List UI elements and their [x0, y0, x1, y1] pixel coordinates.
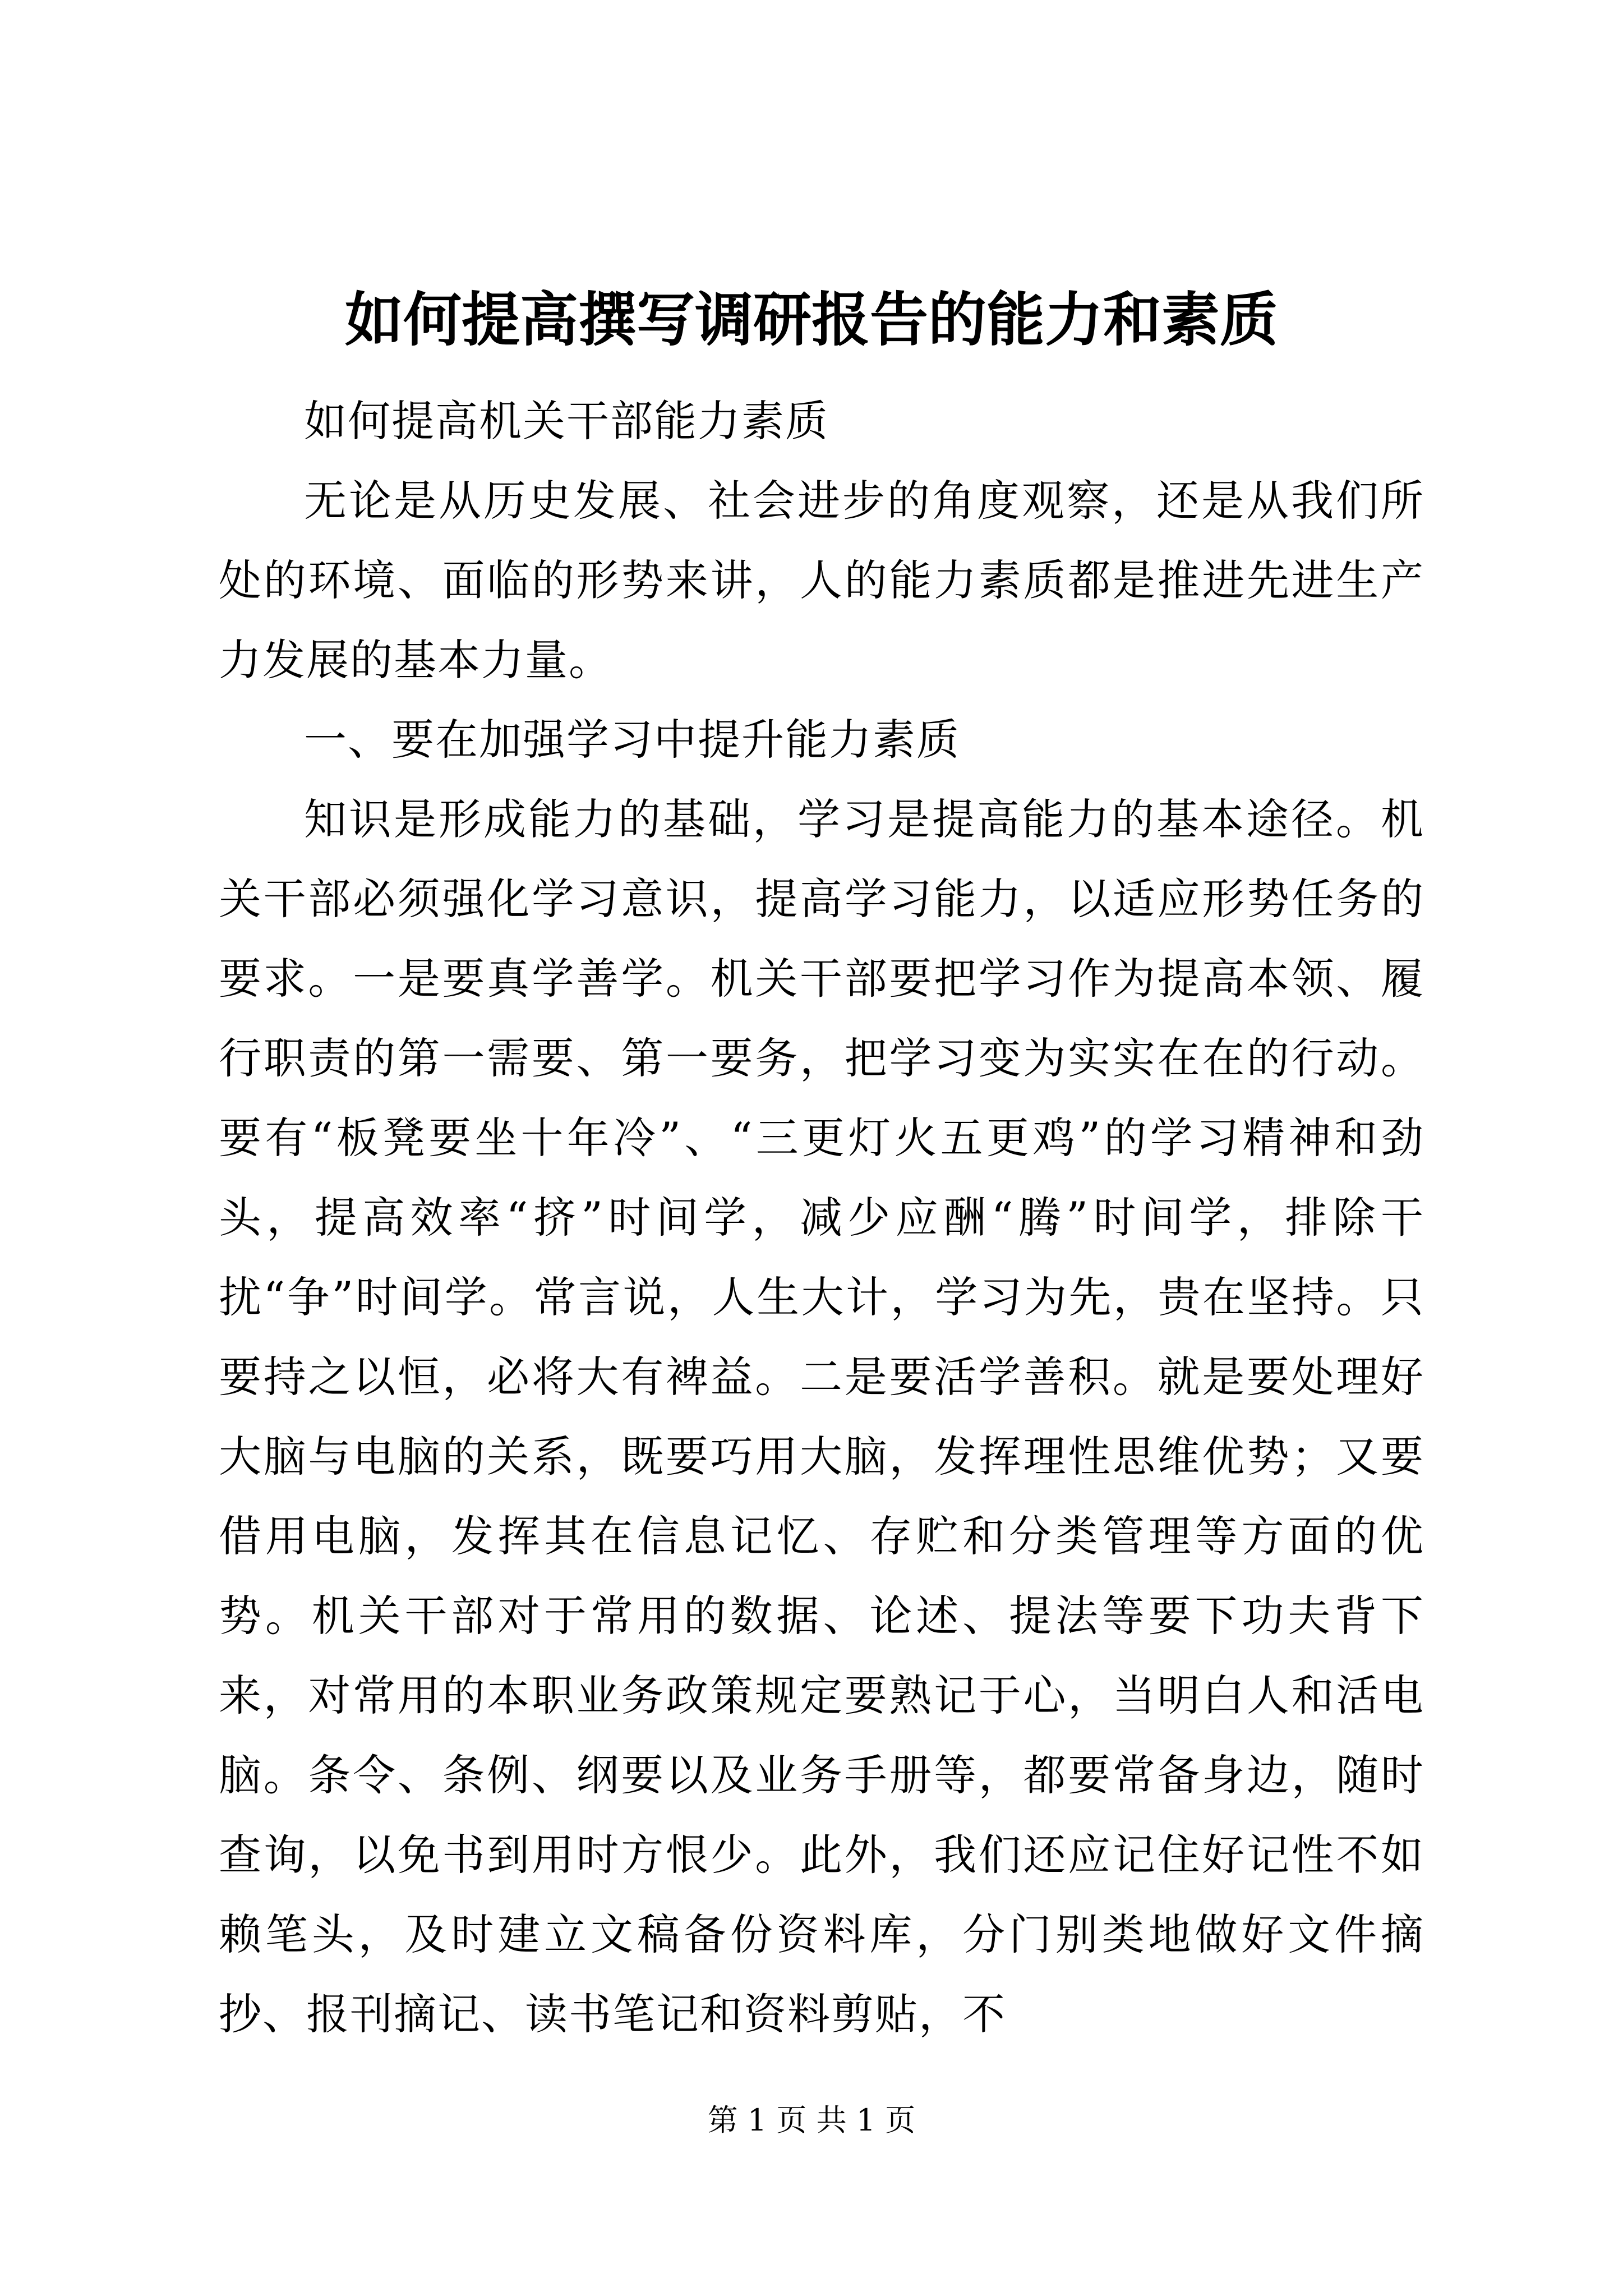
- page-footer: 第 1 页 共 1 页: [707, 2102, 916, 2138]
- document-body: [219, 381, 1424, 2054]
- document-title: 如何提高撰写调研报告的能力和素质: [344, 285, 1278, 354]
- section-heading: 一、要在加强学习中提升能力素质: [304, 715, 960, 765]
- paragraph-intro: 无论是从历史发展、社会进步的角度观察，还是从我们所处的环境、面临的形势来讲，人的能力素质都是推进先进生产力发展的基本力量。: [219, 476, 1424, 685]
- paragraph-subtitle: 如何提高机关干部能力素质: [304, 396, 829, 446]
- paragraph-main: 知识是形成能力的基础，学习是提高能力的基本途径。机关干部必须强化学习意识，提高学习能力，以适应形势任务的要求。一是要真学善学。机关干部要把学习作为提高本领、履行职责的第一需要、第一要务，把学习变为实实在在的行动。要有“板凳要坐十年冷”、“三更灯火五更鸡”的学习精神和劲头，提高效率“挤”时间学，减少应酬“腾”时间学，排除干扰“争”时间学。常言说，人生大计，学习为先，贵在坚持。只要持之以恒，必将大有裨益。二是要活学善积。就是要处理好大脑与电脑的关系，既要巧用大脑，发挥理性思维优势；又要借用电脑，发挥其在信息记忆、存贮和分类管理等方面的优势。机关干部对于常用的数据、论述、提法等要下功夫背下来，对常用的本职业务政策规定要熟记于心，当明白人和活电脑。条令、条例、纲要以及业务手册等，都要常备身边，随时查询，以免书到用时方恨少。此外，我们还应记住好记性不如赖笔头，及时建立文稿备份资料库，分门别类地做好文件摘抄、报刊摘记、读书笔记和资料剪贴，不: [219, 794, 1424, 2039]
